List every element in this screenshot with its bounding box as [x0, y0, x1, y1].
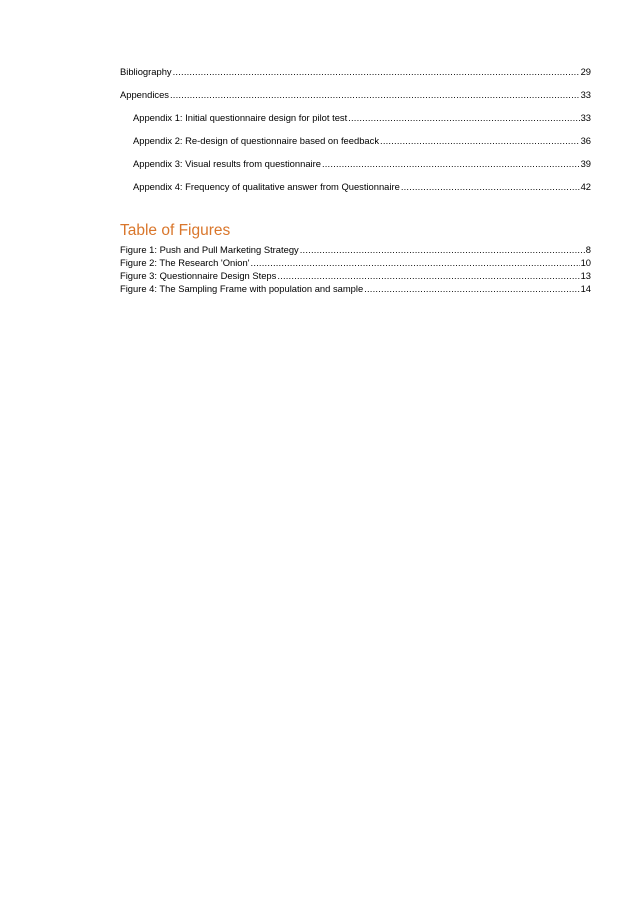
figure-entry-page: 13 [580, 270, 591, 281]
toc-entry-label: Appendix 1: Initial questionnaire design for pilot test [133, 112, 348, 123]
toc-leader-dots [322, 158, 580, 170]
figure-entry-2[interactable] [120, 257, 591, 270]
figure-entry-4[interactable] [120, 283, 591, 296]
toc-entry-label: Appendices [120, 89, 169, 100]
toc-entry-page: 33 [580, 89, 591, 100]
toc-entry-appendix-1[interactable] [120, 112, 591, 135]
toc-entry-appendix-4[interactable] [120, 181, 591, 204]
table-of-contents [120, 66, 591, 204]
toc-entry-page: 42 [580, 181, 591, 192]
figure-entry-page: 14 [580, 283, 591, 294]
figure-entry-label: Figure 3: Questionnaire Design Steps [120, 270, 277, 281]
toc-entry-page: 29 [580, 66, 591, 77]
toc-leader-dots [401, 181, 580, 193]
toc-entry-label: Appendix 4: Frequency of qualitative answer from Questionnaire [133, 181, 400, 192]
figure-entry-label: Figure 1: Push and Pull Marketing Strategy [120, 244, 299, 255]
figure-leader-dots [364, 283, 579, 295]
toc-entry-label: Appendix 2: Re-design of questionnaire based on feedback [133, 135, 380, 146]
figure-entry-3[interactable] [120, 270, 591, 283]
toc-entry-appendix-2[interactable] [120, 135, 591, 158]
figure-leader-dots [251, 257, 580, 269]
toc-entry-label: Bibliography [120, 66, 172, 77]
toc-entry-label: Appendix 3: Visual results from questionnaire [133, 158, 321, 169]
toc-leader-dots [348, 112, 579, 124]
figure-entry-label: Figure 4: The Sampling Frame with population and sample [120, 283, 364, 294]
figure-leader-dots [300, 244, 585, 256]
toc-entry-page: 36 [580, 135, 591, 146]
toc-leader-dots [170, 89, 580, 101]
toc-entry-page: 39 [580, 158, 591, 169]
toc-leader-dots [380, 135, 580, 147]
table-of-figures [120, 244, 591, 296]
table-of-figures-heading: Table of Figures [120, 222, 231, 239]
toc-leader-dots [173, 66, 580, 78]
toc-entry-appendix-3[interactable] [120, 158, 591, 181]
toc-entry-bibliography[interactable] [120, 66, 591, 89]
figure-entry-1[interactable] [120, 244, 591, 257]
figure-entry-label: Figure 2: The Research 'Onion' [120, 257, 250, 268]
figure-leader-dots [277, 270, 579, 282]
figure-entry-page: 10 [580, 257, 591, 268]
toc-entry-page: 33 [580, 112, 591, 123]
figure-entry-page: 8 [585, 244, 591, 255]
toc-entry-appendices[interactable] [120, 89, 591, 112]
